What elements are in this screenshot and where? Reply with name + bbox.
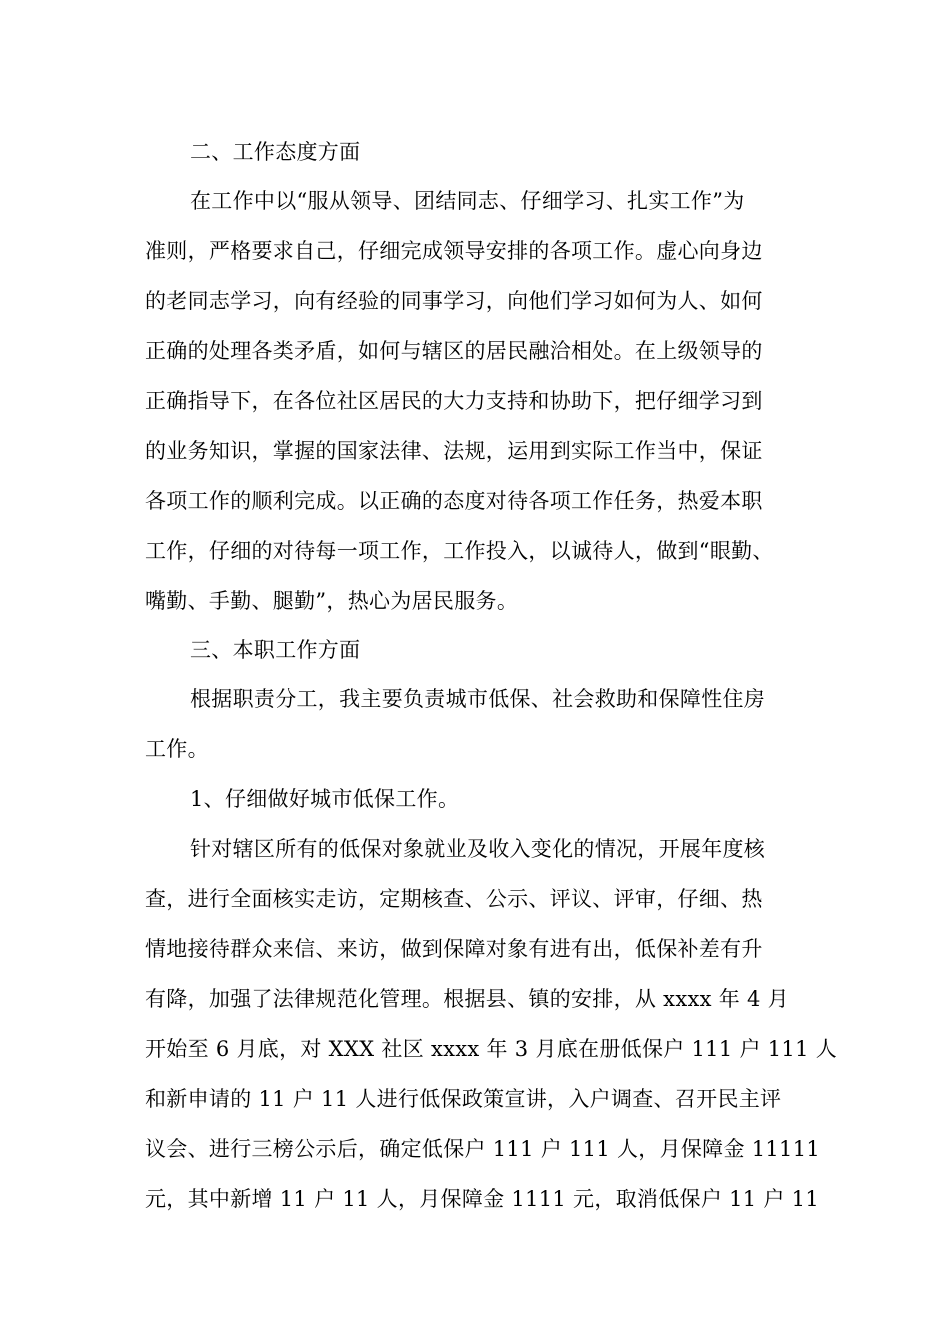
paragraph-line: 查，进行全面核实走访，定期核查、公示、评议、评审，仔细、热: [145, 887, 763, 911]
paragraph-line: 根据职责分工，我主要负责城市低保、社会救助和保障性住房: [190, 687, 766, 711]
paragraph-line: 开始至 6 月底，对 XXX 社区 xxxx 年 3 月底在册低保户 111 户 111 人: [145, 1037, 838, 1061]
paragraph-line: 的业务知识，掌握的国家法律、法规，运用到实际工作当中，保证: [145, 439, 763, 463]
paragraph-line: 情地接待群众来信、来访，做到保障对象有进有出，低保补差有升: [145, 937, 763, 961]
paragraph-line: 正确指导下，在各位社区居民的大力支持和协助下，把仔细学习到: [145, 389, 763, 413]
paragraph-line: 工作。: [145, 737, 209, 761]
paragraph-line: 正确的处理各类矛盾，如何与辖区的居民融洽相处。在上级领导的: [145, 339, 763, 363]
paragraph-line: 针对辖区所有的低保对象就业及收入变化的情况，开展年度核: [190, 837, 766, 861]
paragraph-line: 准则，严格要求自己，仔细完成领导安排的各项工作。虚心向身边: [145, 239, 763, 263]
paragraph-line: 议会、进行三榜公示后，确定低保户 111 户 111 人，月保障金 11111: [145, 1137, 821, 1161]
paragraph-line: 各项工作的顺利完成。以正确的态度对待各项工作任务，热爱本职: [145, 489, 763, 513]
paragraph-line: 在工作中以“服从领导、团结同志、仔细学习、扎实工作”为: [190, 189, 745, 213]
paragraph-line: 工作，仔细的对待每一项工作，工作投入，以诚待人，做到“眼勤、: [145, 539, 774, 563]
paragraph-line: 嘴勤、手勤、腿勤”，热心为居民服务。: [145, 589, 519, 613]
paragraph-line: 元，其中新增 11 户 11 人，月保障金 1111 元，取消低保户 11 户 11: [145, 1187, 820, 1211]
paragraph-line: 的老同志学习，向有经验的同事学习，向他们学习如何为人、如何: [145, 289, 763, 313]
subsection-heading-urban-low-income: 1、仔细做好城市低保工作。: [190, 787, 460, 811]
section-heading-work-attitude: 二、工作态度方面: [190, 140, 361, 164]
paragraph-line: 有降，加强了法律规范化管理。根据县、镇的安排，从 xxxx 年 4 月: [145, 987, 789, 1011]
section-heading-job-duties: 三、本职工作方面: [190, 638, 361, 662]
paragraph-line: 和新申请的 11 户 11 人进行低保政策宣讲，入户调查、召开民主评: [145, 1087, 782, 1111]
